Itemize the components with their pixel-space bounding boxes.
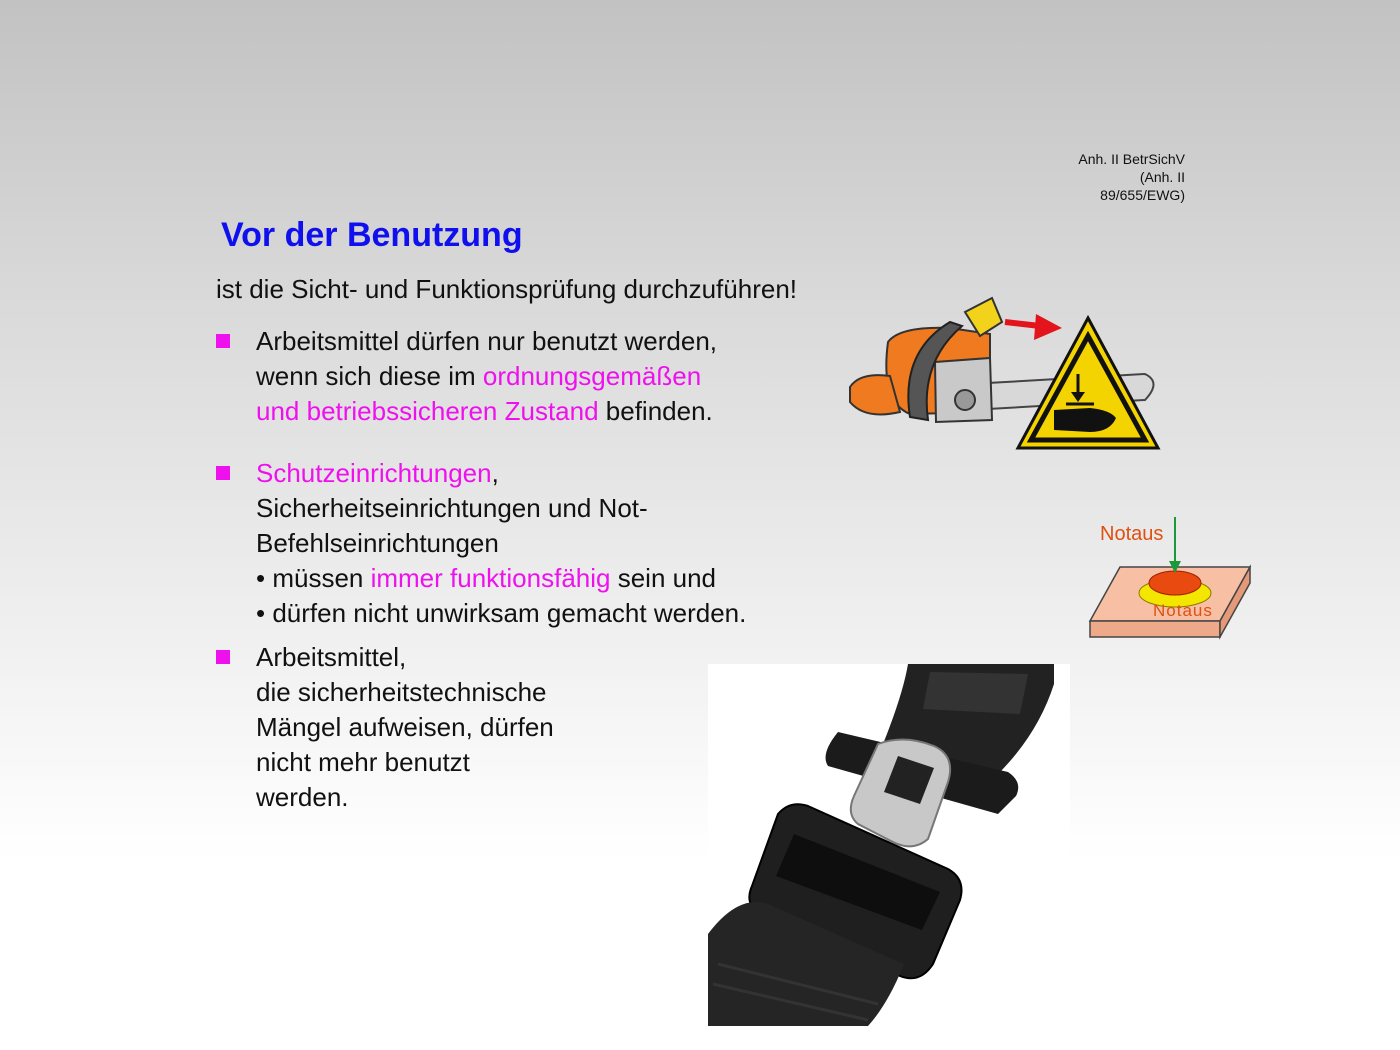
notaus-label: Notaus [1100,523,1164,545]
bullet-2-highlight-2: immer funktionsfähig [370,563,611,593]
bullet-3-line-4: nicht mehr benutzt [256,747,470,777]
bullet-1-line-3 [256,394,717,429]
bullet-3-line-1: Arbeitsmittel, [256,642,407,672]
regulation-reference: Anh. II BetrSichV (Anh. II 89/655/EWG) [1078,151,1185,203]
bullet-1 [256,324,717,429]
bullet-2-line-1 [256,456,746,491]
bullet-2-line-2: Sicherheitseinrichtungen und Not- [256,493,648,523]
bullet-3 [256,640,554,815]
bullet-2-line-4 [256,561,746,596]
emergency-stop-button [1085,515,1255,645]
bullet-2-comma: , [491,458,499,488]
bullet-2 [256,456,746,631]
bullet-1-highlight-2: und betriebssicheren Zustand [256,396,599,426]
slide-subtitle: ist die Sicht- und Funktionsprüfung durchzuführen! [216,274,798,304]
bullet-marker-3 [216,650,230,664]
bullet-3-line-5: werden. [256,782,349,812]
bullet-2-line-3: Befehlseinrichtungen [256,528,499,558]
bullet-2-line-5: • dürfen nicht unwirksam gemacht werden. [256,598,747,628]
bullet-marker-2 [216,466,230,480]
bullet-3-line-2: die sicherheitstechnische [256,677,547,707]
bullet-1-line-2 [256,359,717,394]
seat-belt-buckle-photo [708,664,1070,1026]
bullet-marker-1 [216,334,230,348]
bullet-2-highlight-1: Schutzeinrichtungen [256,458,492,488]
bullet-1-text-end: befinden. [598,396,713,426]
bullet-2-sub-1-start: • müssen [256,563,371,593]
chainsaw-illustration [840,292,1170,457]
bullet-1-text: wenn sich diese im [256,361,483,391]
bullet-1-line-1: Arbeitsmittel dürfen nur benutzt werden, [256,326,718,356]
bullet-2-sub-1-end: sein und [610,563,717,593]
slide-title: Vor der Benutzung [221,216,523,254]
notaus-button-text: Notaus [1153,601,1213,620]
bullet-3-line-3: Mängel aufweisen, dürfen [256,712,554,742]
bullet-1-highlight-1: ordnungsgemäßen [482,361,702,391]
